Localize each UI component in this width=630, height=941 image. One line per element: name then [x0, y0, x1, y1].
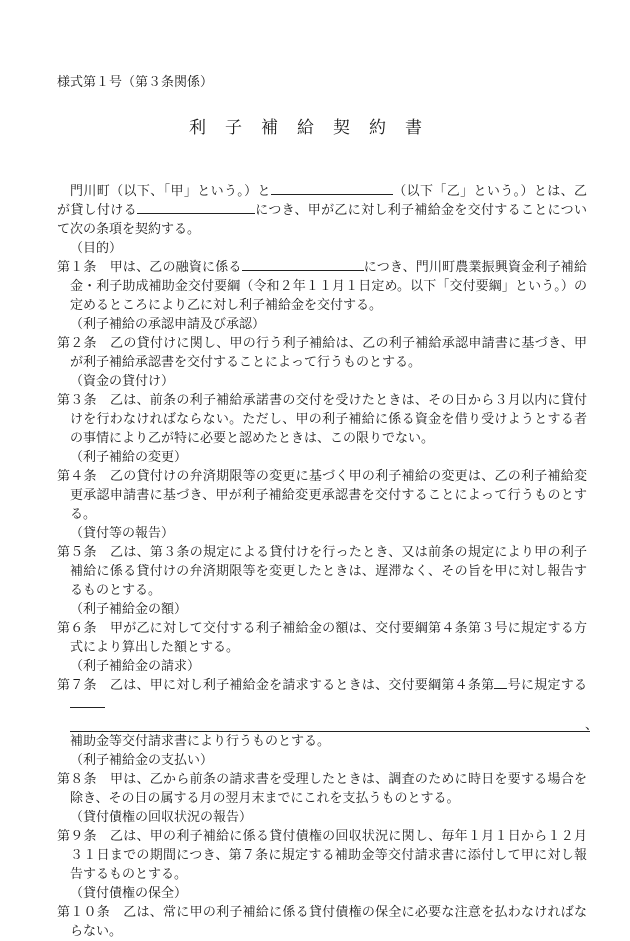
article-9-text: 乙は、甲の利子補給に係る貸付債権の回収状況に関し、毎年１月１日から１２月３１日までの期間につき、第７条に規定する補助金等交付請求書に添付して甲に対し報告するものとする。 — [70, 829, 587, 882]
document-title: 利子補給契約書 — [189, 118, 441, 138]
article-8-label: 第８条 — [57, 772, 97, 787]
intro-text-2: （以下「乙」という。）とは、乙が貸し付ける — [57, 184, 587, 218]
article-7-text-2: 号に規定する — [507, 678, 587, 693]
document-body — [57, 182, 598, 941]
article-3-label: 第３条 — [57, 393, 97, 408]
article-6-heading: （利子補給金の額） — [70, 602, 188, 617]
article-2 — [57, 334, 587, 372]
article-5 — [57, 543, 587, 600]
article-4-text: 乙の貸付けの弁済期限等の変更に基づく甲の利子補給の変更は、乙の利子補給変更承認申請書に基づき、甲が利子補給変更承認書を交付することによって行うものとする。 — [70, 469, 587, 522]
article-8 — [57, 770, 587, 808]
article-4-heading: （利子補給の変更） — [70, 450, 188, 465]
lender-name-blank[interactable] — [271, 182, 393, 195]
form-name-blank-start[interactable] — [70, 695, 105, 708]
article-4-label: 第４条 — [57, 469, 97, 484]
article-10-heading: （貸付債権の保全） — [70, 886, 188, 901]
article-4 — [57, 467, 587, 524]
article-8-text: 甲は、乙から前条の請求書を受理したときは、調査のために時日を要する場合を除き、その日の属する月の翌月末までにこれを支払うものとする。 — [70, 772, 587, 806]
article-2-heading: （利子補給の承認申請及び承認） — [70, 317, 266, 332]
article-6 — [57, 619, 587, 657]
article-3 — [57, 391, 587, 448]
article-2-label: 第２条 — [57, 336, 97, 351]
loan-name-blank[interactable] — [137, 201, 255, 214]
article-1-text-1: 甲は、乙の融資に係る — [96, 260, 242, 275]
article-6-text: 甲が乙に対して交付する利子補給金の額は、交付要綱第４条第３号に規定する方式により算出した額とする。 — [70, 621, 587, 655]
article-7-label: 第７条 — [57, 678, 97, 693]
article-9-label: 第９条 — [57, 829, 97, 844]
intro-text-1: 門川町（以下、「甲」という。）と — [70, 184, 271, 199]
article-10-label: 第１０条 — [57, 905, 111, 920]
article-9-heading: （貸付債権の回収状況の報告） — [70, 810, 253, 825]
article-5-text: 乙は、第３条の規定による貸付けを行ったとき、又は前条の規定により甲の利子補給に係る貸付けの弁済期限等を変更したときは、遅滞なく、その旨を甲に対し報告するものとする。 — [70, 545, 587, 598]
article-8-heading: （利子補給金の支払い） — [70, 753, 214, 768]
form-name-blank-line[interactable] — [70, 714, 598, 733]
item-number-blank[interactable] — [494, 676, 507, 689]
article-1-label: 第１条 — [57, 260, 97, 275]
article-1-text-2: につき、門川町農業振興資金利子補給金・利子助成補助金交付要綱（令和２年１１月１日定め。以下「交付要綱」という。）の定めるところにより乙に対し利子補給金を交付する。 — [70, 260, 587, 313]
article-1 — [57, 258, 587, 315]
article-1-heading: （目的） — [70, 241, 123, 256]
article-7-tail-comma: 、 — [584, 718, 598, 733]
intro-text-3: につき、甲が乙に対し利子補給金を交付することについて次の条項を契約する。 — [57, 203, 587, 237]
intro-paragraph — [57, 182, 587, 239]
article-6-label: 第６条 — [57, 621, 97, 636]
article-10 — [57, 903, 587, 941]
article-7-text-1: 乙は、甲に対し利子補給金を請求するときは、交付要綱第４条第 — [96, 678, 495, 693]
article-9 — [57, 827, 587, 884]
article-7-heading: （利子補給金の請求） — [70, 659, 201, 674]
article-2-text: 乙の貸付けに関し、甲の行う利子補給は、乙の利子補給承認申請書に基づき、甲が利子補給承認書を交付することによって行うものとする。 — [70, 336, 587, 370]
article-5-label: 第５条 — [57, 545, 97, 560]
article-7-continuation: 補助金等交付請求書により行うものとする。 — [70, 734, 331, 749]
financing-name-blank[interactable] — [242, 258, 364, 271]
article-3-text: 乙は、前条の利子補給承諾書の交付を受けたときは、その日から３月以内に貸付けを行わなければならない。ただし、甲の利子補給に係る資金を借り受けようとする者の事情により乙が特に必要と認めたときは、この限りでない。 — [70, 393, 587, 446]
article-7 — [57, 676, 587, 714]
article-10-text: 乙は、常に甲の利子補給に係る貸付債権の保全に必要な注意を払わなければならない。 — [70, 905, 587, 939]
form-number-note: 様式第１号（第３条関係） — [57, 75, 214, 90]
article-5-heading: （貸付等の報告） — [70, 526, 175, 541]
article-3-heading: （資金の貸付け） — [70, 374, 175, 389]
